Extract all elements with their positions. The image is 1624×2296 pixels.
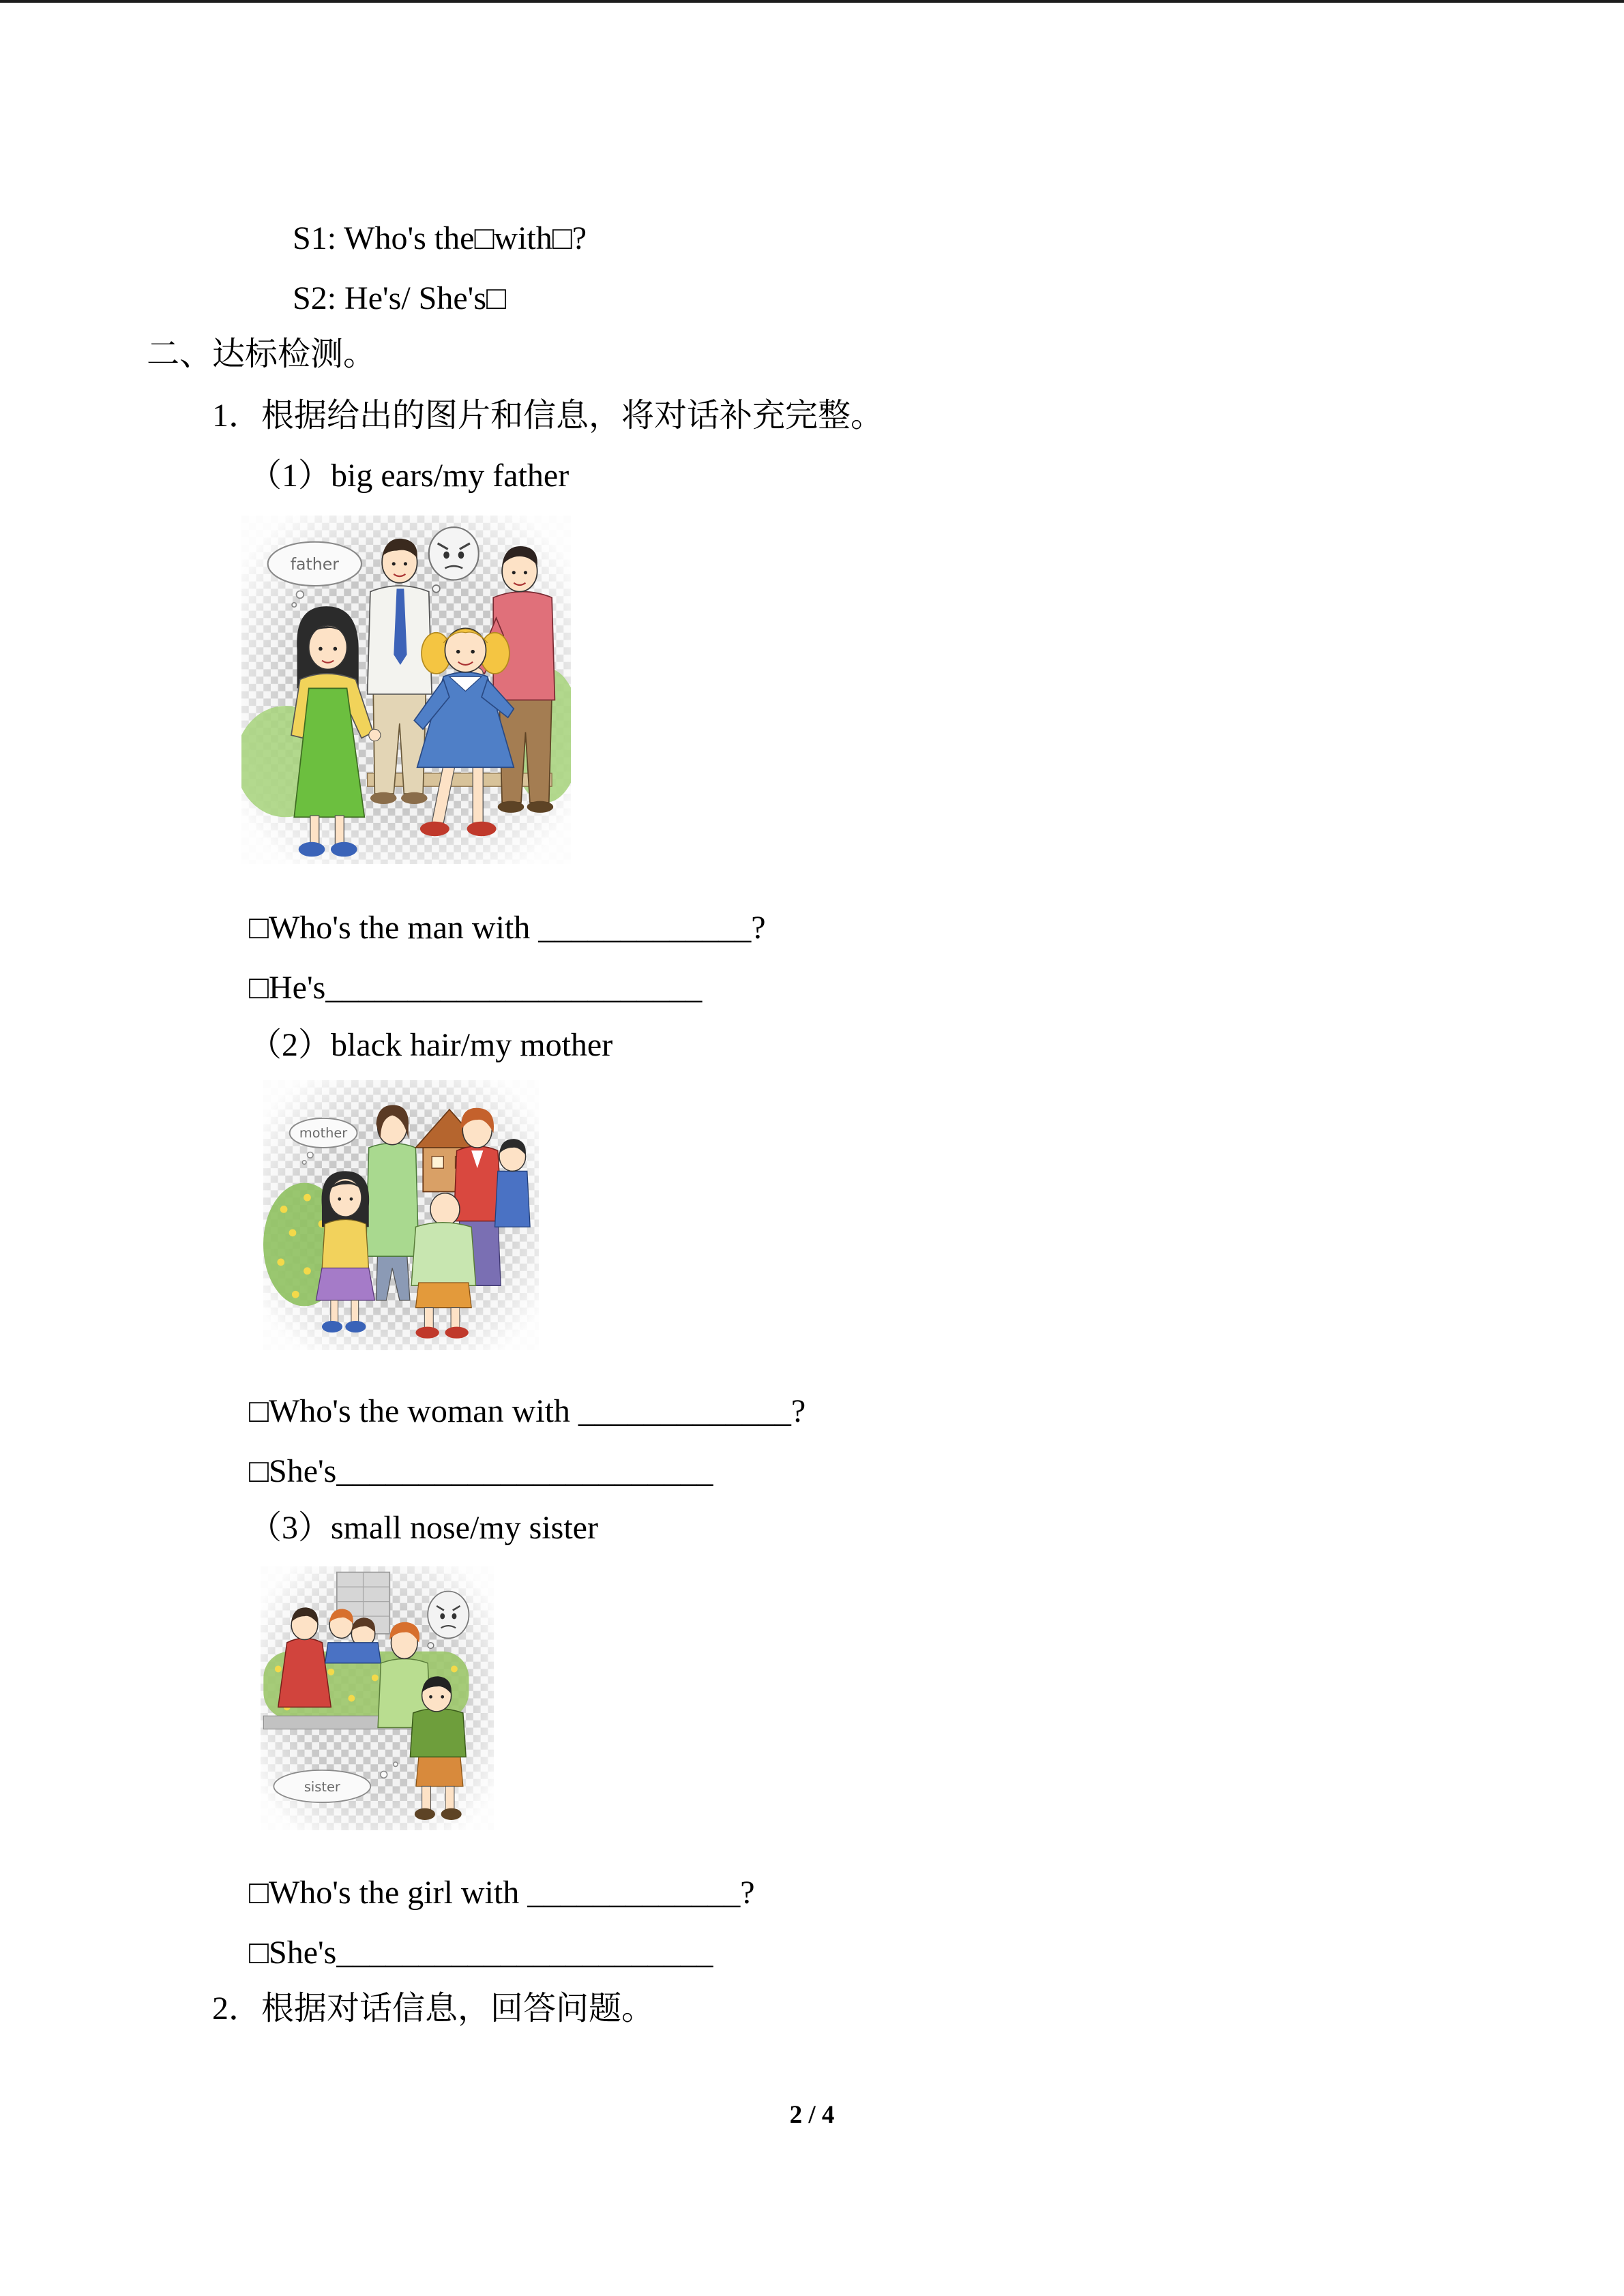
item-label-sister: （3）small nose/my sister — [249, 1510, 598, 1546]
bubble-word: father — [290, 554, 339, 574]
task1-instruction: 1．根据给出的图片和信息，将对话补充完整。 — [212, 398, 884, 434]
bubble-word: mother — [299, 1124, 348, 1141]
illustration-father-scene — [241, 516, 571, 864]
child-blue-outfit — [495, 1139, 531, 1227]
item-label-father: （1）big ears/my father — [249, 458, 570, 494]
bubble-word: sister — [304, 1779, 340, 1795]
page-number: 2 / 4 — [789, 2101, 835, 2129]
illustration-mother-scene — [263, 1080, 539, 1350]
question-man: □Who's the man with _____________? — [249, 910, 766, 946]
question-woman: □Who's the woman with _____________? — [249, 1393, 806, 1429]
answer-he: □He's_______________________ — [249, 970, 703, 1006]
dialogue-line-s2: S2: He's/ She's□ — [293, 280, 506, 316]
illustration-sister-scene — [261, 1566, 494, 1830]
answer-she-mother: □She's_______________________ — [249, 1453, 713, 1489]
section-heading: 二、达标检测。 — [147, 336, 377, 372]
item-label-mother: （2）black hair/my mother — [249, 1027, 613, 1063]
answer-she-sister: □She's_______________________ — [249, 1935, 713, 1971]
task2-instruction: 2．根据对话信息，回答问题。 — [212, 1991, 655, 2027]
top-rule — [0, 0, 1624, 3]
dialogue-line-s1: S1: Who's the□with□? — [293, 220, 587, 256]
question-girl: □Who's the girl with _____________? — [249, 1875, 755, 1911]
